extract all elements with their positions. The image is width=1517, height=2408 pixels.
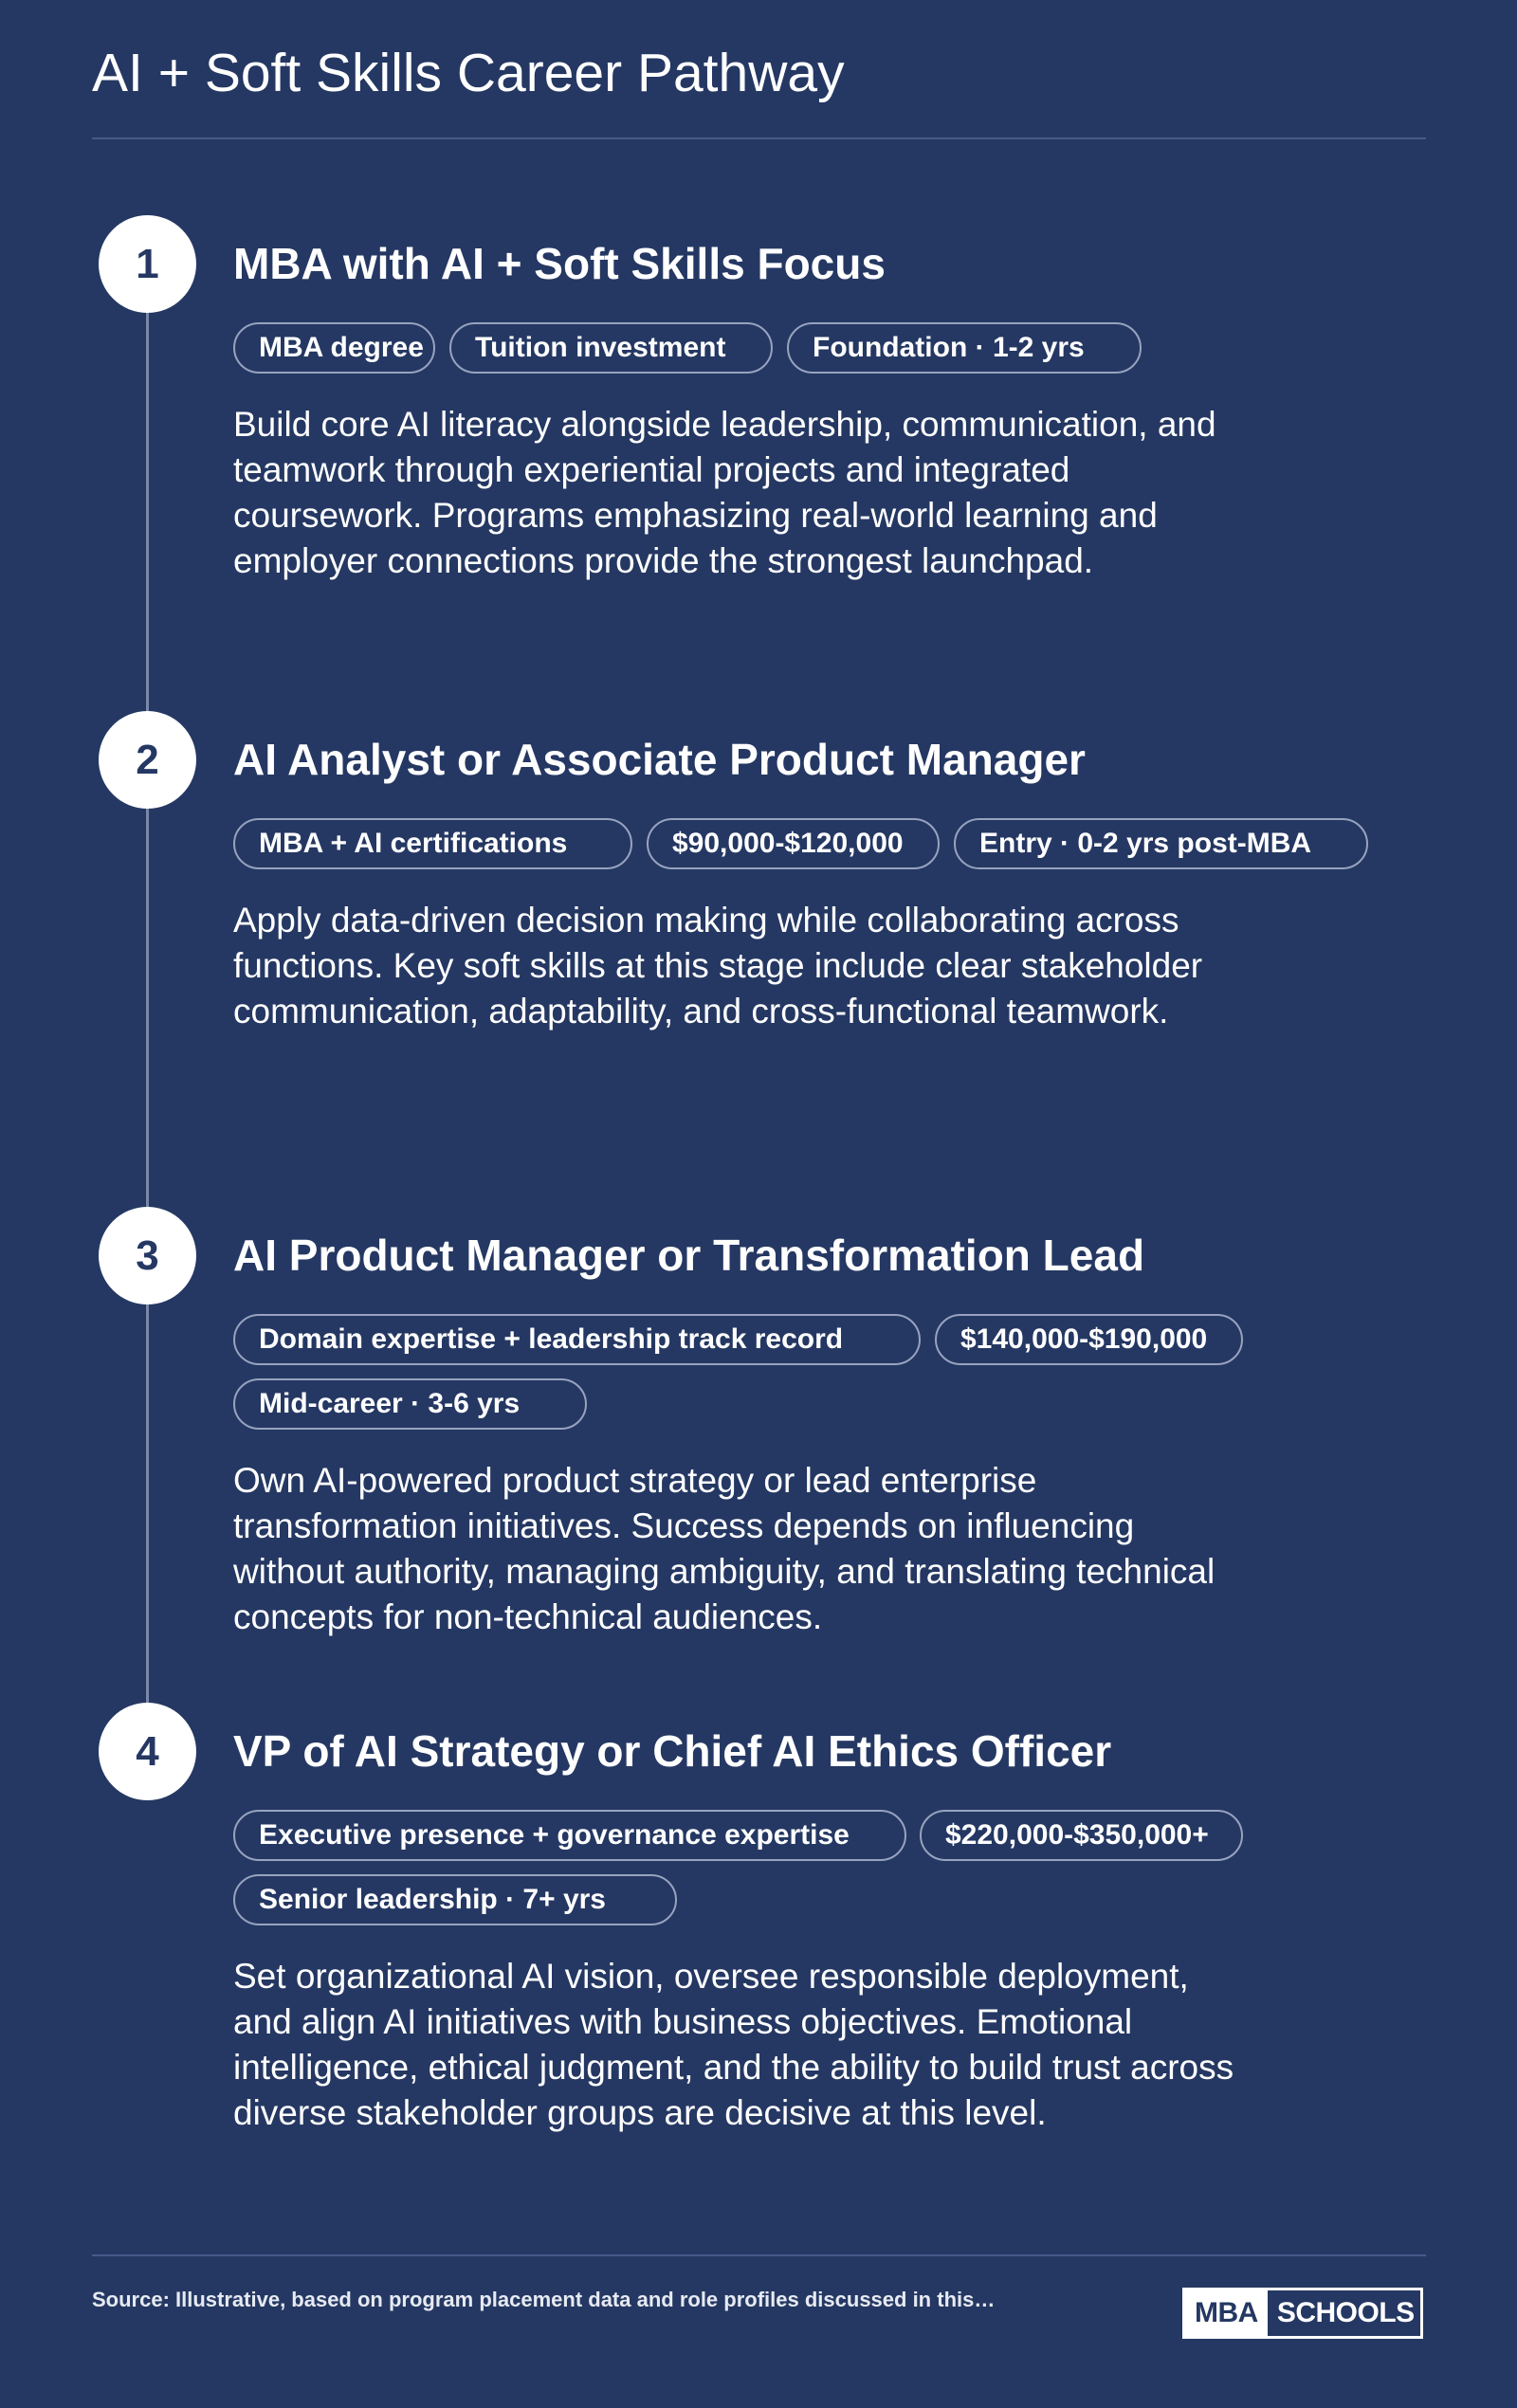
stage-tag: Mid-career · 3-6 yrs: [233, 1378, 587, 1430]
step-title: AI Product Manager or Transformation Lead: [233, 1231, 1145, 1280]
page-title: AI + Soft Skills Career Pathway: [92, 43, 845, 103]
requirement-tag: MBA degree: [233, 322, 435, 374]
requirement-tag: Domain expertise + leadership track record: [233, 1314, 921, 1365]
logo-mba-text: MBA: [1185, 2290, 1268, 2336]
step-number-badge: 2: [99, 711, 196, 809]
step-description: Apply data-driven decision making while collaborating across functions. Key soft skills at this stage include clear stakeholder communication, adaptability, and cross-functional teamwork.: [233, 901, 1203, 1031]
logo-schools-text: SCHOOLS: [1276, 2297, 1415, 2328]
timeline-connector: [146, 246, 149, 1754]
stage-tag: Senior leadership · 7+ yrs: [233, 1874, 677, 1925]
stage-tag: Entry · 0-2 yrs post-MBA: [954, 818, 1368, 869]
compensation-tag: $90,000-$120,000: [647, 818, 940, 869]
step-number-badge: 1: [99, 215, 196, 313]
step-description: Set organizational AI vision, oversee responsible deployment, and align AI initiatives with business objectives. Emotional intelligence, ethical judgment, and the ability to build trust across diverse stakeholder groups are decisive at this level.: [233, 1957, 1234, 2132]
stage-tag: Foundation · 1-2 yrs: [787, 322, 1142, 374]
compensation-tag: $140,000-$190,000: [935, 1314, 1243, 1365]
requirement-tag: Executive presence + governance expertise: [233, 1810, 906, 1861]
compensation-tag: Tuition investment: [449, 322, 773, 374]
footer-divider: [92, 2254, 1426, 2256]
step-description: Own AI-powered product strategy or lead enterprise transformation initiatives. Success depends on influencing without authority, managing ambiguity, and translating technical concepts for non-technical audiences.: [233, 1461, 1215, 1636]
compensation-tag: $220,000-$350,000+: [920, 1810, 1243, 1861]
step-number-badge: 4: [99, 1703, 196, 1800]
source-note: Source: Illustrative, based on program placement data and role profiles discussed in this…: [92, 2288, 996, 2311]
step-number-badge: 3: [99, 1207, 196, 1304]
step-description: Build core AI literacy alongside leadership, communication, and teamwork through experiential projects and integrated coursework. Programs emphasizing real-world learning and employer connections provide the strongest launchpad.: [233, 405, 1216, 580]
step-title: VP of AI Strategy or Chief AI Ethics Officer: [233, 1726, 1112, 1776]
step-title: MBA with AI + Soft Skills Focus: [233, 239, 886, 288]
requirement-tag: MBA + AI certifications: [233, 818, 632, 869]
mba-schools-logo: [1182, 2288, 1423, 2339]
header-divider: [92, 137, 1426, 139]
step-title: AI Analyst or Associate Product Manager: [233, 735, 1086, 784]
